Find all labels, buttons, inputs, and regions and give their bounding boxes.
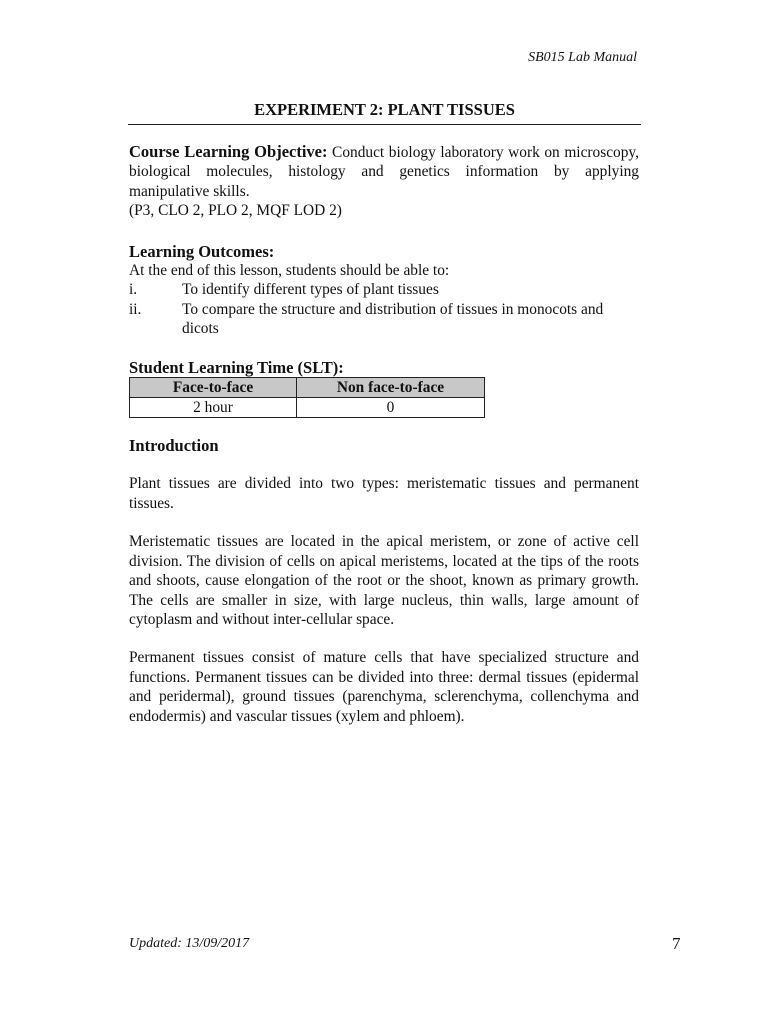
table-header-cell: Non face-to-face	[297, 378, 485, 398]
table-header-row	[130, 378, 485, 398]
outcome-number: i.	[129, 281, 138, 299]
table-header-cell: Face-to-face	[130, 378, 297, 398]
outcomes-list	[129, 280, 639, 338]
list-item	[129, 300, 639, 339]
intro-paragraph-2: Meristematic tissues are located in the apical meristem, or zone of active cell division. The division of cells on apical meristems, located at the tips of the roots and shoots, cause elongation of the root or the shoot, known as primary growth. The cells are smaller in size, with large nucleus, thin walls, large amount of cytoplasm and without inter-cellular space.	[129, 533, 639, 628]
outcomes-heading: Learning Outcomes:	[129, 241, 275, 261]
objective-codes: (P3, CLO 2, PLO 2, MQF LOD 2)	[129, 202, 342, 220]
slt-heading: Student Learning Time (SLT):	[129, 357, 344, 377]
course-objective	[129, 142, 639, 201]
objective-text: Conduct biology laboratory work on microscopy, biological molecules, histology and genetics information by applying manipulative skills.	[129, 144, 639, 200]
intro-paragraph-3: Permanent tissues consist of mature cells that have specialized structure and functions. Permanent tissues can be divided into three: dermal tissues (epidermal and peridermal), ground tissues (parenchyma, sclerenchyma, collenchyma and endodermis) and vascular tissues (xylem and phloem).	[129, 649, 639, 725]
outcome-text: To compare the structure and distribution of tissues in monocots and dicots	[182, 300, 604, 338]
updated-date: Updated: 13/09/2017	[129, 936, 250, 951]
page-number: 7	[672, 934, 681, 953]
manual-header: SB015 Lab Manual	[528, 50, 637, 65]
intro-paragraph-1: Plant tissues are divided into two types: meristematic tissues and permanent tissues.	[129, 475, 639, 512]
outcome-number: ii.	[129, 300, 142, 318]
list-item	[129, 280, 639, 299]
objective-label: Course Learning Objective:	[129, 142, 328, 161]
table-row	[130, 398, 485, 418]
table-cell: 2 hour	[130, 398, 297, 418]
outcome-text: To identify different types of plant tissues	[182, 281, 439, 299]
document-body	[129, 142, 639, 726]
table-cell: 0	[297, 398, 485, 418]
outcomes-intro: At the end of this lesson, students should be able to:	[129, 262, 450, 280]
introduction-heading: Introduction	[129, 436, 219, 456]
experiment-title: EXPERIMENT 2: PLANT TISSUES	[128, 100, 641, 125]
slt-table	[129, 377, 485, 418]
